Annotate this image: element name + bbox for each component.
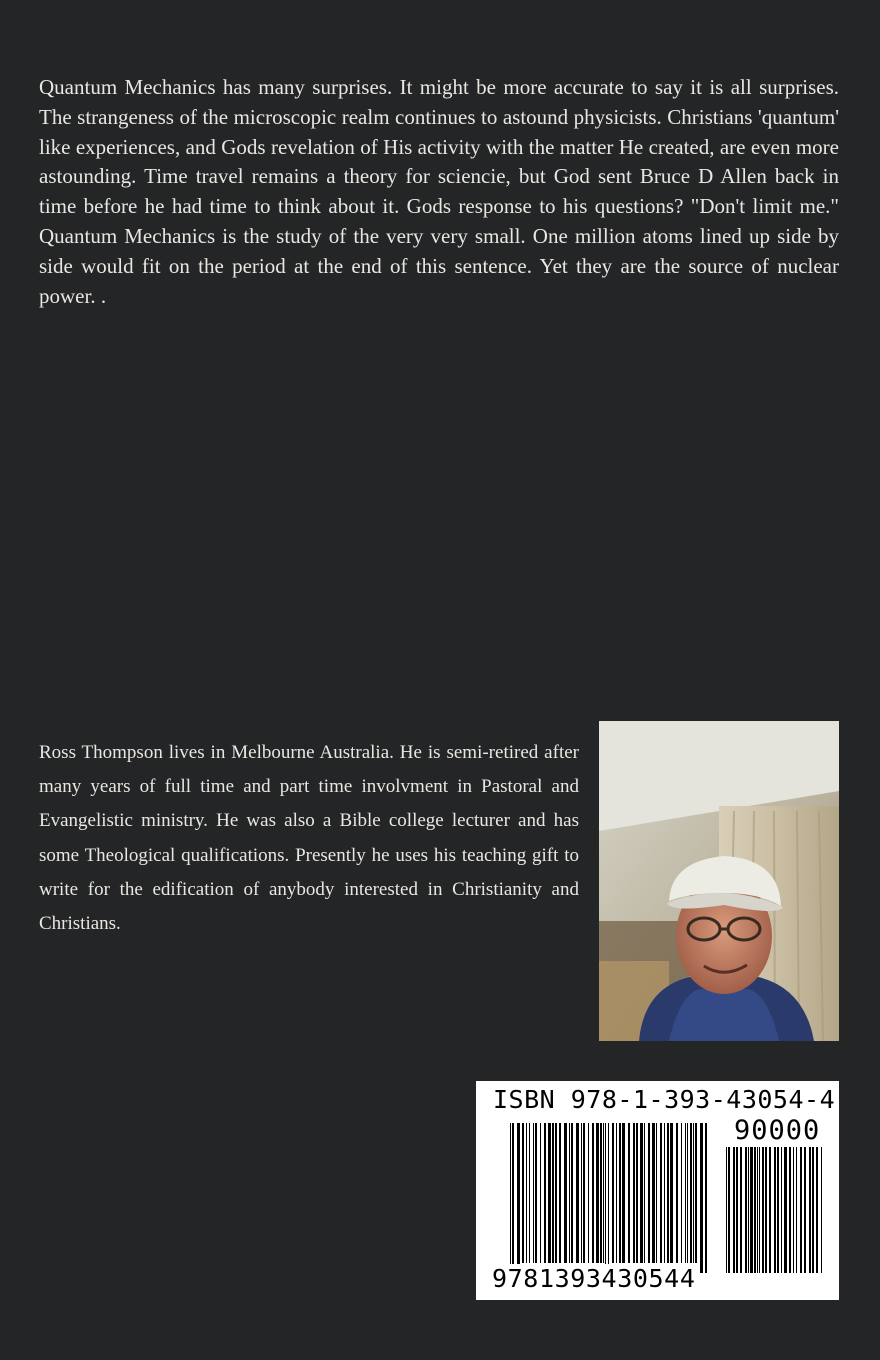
back-cover-blurb: Quantum Mechanics has many surprises. It might be more accurate to say it is all surprises. The strangeness of the microscopic realm continues to astound physicists. Christians 'quantum' like experiences, and Gods revelation of His activity with the matter He created, are even more astounding. Time travel remains a theory for sciencie, but God sent Bruce D Allen back in time before he had time to think about it. Gods response to his questions? "Don't limit me." Quantum Mechanics is the study of the very very small. One million atoms lined up side by side would fit on the period at the end of this sentence. Yet they are the source of nuclear power. . (39, 75, 839, 308)
barcode-bar (728, 1147, 730, 1273)
barcode-bar (681, 1123, 682, 1263)
barcode-bar (793, 1147, 794, 1273)
barcode-bar (533, 1123, 534, 1263)
barcode-bar (816, 1147, 818, 1273)
ean-barcode-bars (510, 1123, 710, 1273)
barcode-bar (733, 1147, 735, 1273)
barcode-bar (804, 1147, 806, 1273)
barcode-bar (540, 1123, 541, 1263)
price-code: 90000 (734, 1115, 821, 1146)
barcode-bar (685, 1123, 686, 1263)
barcode-bar (676, 1123, 678, 1263)
barcode-bar (628, 1123, 630, 1263)
barcode-bar (581, 1123, 582, 1263)
barcode-bar (564, 1123, 567, 1263)
barcode-bar (757, 1147, 758, 1273)
barcode-bar (690, 1123, 692, 1263)
barcode-bar (700, 1123, 703, 1273)
barcode-bar (648, 1123, 650, 1263)
barcode-bar (633, 1123, 635, 1263)
barcode-bar (612, 1123, 614, 1263)
barcode-bar (748, 1147, 749, 1273)
barcode-bar (640, 1123, 643, 1263)
barcode-bar (652, 1123, 655, 1263)
barcode-bar (529, 1123, 530, 1263)
barcode-bar (644, 1123, 645, 1263)
barcode-bar (636, 1123, 638, 1263)
barcode-bar (765, 1147, 767, 1273)
barcode-bar (522, 1123, 524, 1263)
addon-barcode-bars (726, 1147, 824, 1273)
barcode-bar (754, 1147, 756, 1273)
barcode-bar (552, 1123, 554, 1263)
isbn-barcode (476, 1081, 839, 1300)
barcode-bar (660, 1123, 662, 1263)
barcode-bar (750, 1147, 753, 1273)
barcode-bar (809, 1147, 811, 1273)
barcode-bar (583, 1123, 585, 1263)
barcode-bar (695, 1123, 697, 1263)
author-portrait-icon (599, 721, 839, 1041)
barcode-bar (800, 1147, 802, 1273)
barcode-bar (526, 1123, 527, 1263)
barcode-bar (571, 1123, 573, 1263)
barcode-bar (517, 1123, 520, 1273)
barcode-bar (821, 1147, 822, 1273)
barcode-bar (667, 1123, 669, 1263)
barcode-bar (812, 1147, 814, 1273)
barcode-bar (548, 1123, 551, 1263)
barcode-bar (576, 1123, 579, 1263)
isbn-label: ISBN 978-1-393-43054-4 (493, 1085, 836, 1114)
barcode-bar (781, 1147, 782, 1273)
barcode-bar (588, 1123, 589, 1263)
barcode-bar (512, 1123, 514, 1273)
barcode-bar (619, 1123, 621, 1263)
barcode-bar (736, 1147, 738, 1273)
barcode-bar (608, 1123, 609, 1273)
barcode-bar (656, 1123, 657, 1263)
barcode-bar (510, 1123, 511, 1273)
barcode-bar (759, 1147, 760, 1273)
barcode-bar (745, 1147, 747, 1273)
barcode-bar (535, 1123, 537, 1263)
author-photo (599, 721, 839, 1041)
barcode-bar (600, 1123, 602, 1263)
barcode-bar (596, 1123, 599, 1263)
barcode-bar (622, 1123, 625, 1263)
barcode-bar (544, 1123, 546, 1263)
barcode-bar (762, 1147, 764, 1273)
barcode-bar (796, 1147, 797, 1273)
barcode-bar (789, 1147, 791, 1273)
barcode-bar (784, 1147, 787, 1273)
barcode-bar (705, 1123, 707, 1273)
barcode-bar (670, 1123, 673, 1263)
barcode-bar (592, 1123, 594, 1263)
barcode-bar (569, 1123, 570, 1263)
barcode-bar (605, 1123, 606, 1273)
barcode-bar (616, 1123, 617, 1263)
barcode-bar (555, 1123, 557, 1263)
barcode-bar (687, 1123, 688, 1263)
barcode-bar (777, 1147, 779, 1273)
barcode-bar (740, 1147, 742, 1273)
barcode-bar (726, 1147, 727, 1273)
barcode-bar (769, 1147, 771, 1273)
barcode-bar (559, 1123, 561, 1263)
barcode-bar (603, 1123, 604, 1263)
author-bio: Ross Thompson lives in Melbourne Australia. He is semi-retired after many years of full time and part time involvment in Pastoral and Evangelistic ministry. He was also a Bible college lecturer and has some Theological qualifications. Presently he uses his teaching gift to write for the edification of anybody interested in Christianity and Christians. (39, 742, 579, 935)
ean-digits: 9781393430544 (492, 1264, 696, 1293)
barcode-bar (774, 1147, 776, 1273)
barcode-bar (664, 1123, 665, 1263)
barcode-bar (693, 1123, 694, 1263)
